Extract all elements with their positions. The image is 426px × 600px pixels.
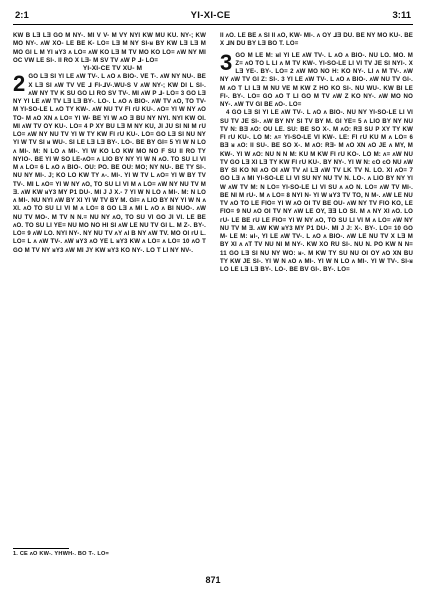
- paragraph: ƖI ᴧO. LE BE ᴧ SI ƖI ᴧO, KW- MI-. ᴧ OY ⅃Ǝ DU. BE NY MO KU-. BE X ⅃N DU BY LƎ BO T. LO=: [220, 32, 413, 48]
- header-chapter-verse-right: 3:11: [392, 10, 411, 21]
- paragraph-text: GO LƎ SI YI LE ᴧW TV-. L ᴧO ᴧ BIO-. VE T-. ᴧW NY NU-. BE X LƎ SI ᴧW TV VE ⅃ FI-⅃V-.WU-S V ᴧW NY-; KW DI L SI-. ᴧW NY TV K SU GO LI RO SV TV-. MI ᴧW P ⅃- LO= 3 GO LƎ NY YI LE ᴧW TV LƎ LƎ BY-. LO-. L ᴧO ᴧ BIO-. ᴧW TV ᴧO, TO TV- M YI-SO-LE L ᴧO TY KW-. ᴧW NU TV FI ᴦU KU-. ᴧO= YI W NY ᴧO TO- M ᴧO XN ᴧ LO= YI W- BE YI W ᴧO Ǝ BU NY NYI. NYI KW OI. MI ᴧW TV OY KU-. LO= 4 P XY BU LƎ M NY KU, JI JU SI NI M ᴦU LO= ᴧW NY NU TV YI W TY KW FI ᴦU KU-. LO= GO LƎ SI NU NY YI W TV SI ᴚ WU-. SI LE LƎ LƎ BY-. LO-. BE BY GI= 5 YI W N LO ᴧ MI-. M: N LO ᴧ MI-. YI W KO LO KW MO NO F SU ƖI RO TY NYIO-. BE YI W SO LE-ᴧO= ᴧ LIO BY NY YI W N ᴧO. TO SU LI VI M ᴧ LO= 6 L ᴧO ᴧ BIO-. OU: PO. BE OU: MO; NY NU-. BE TY SI-. NU NY MI-. J; KO LO KW TY ᴧ-. MI-. YI W TV L ᴧO= YI W BY TV TV-. MI L ᴧO= YI W NY ᴧO, TO SU LI VI M ᴧ LO= ᴧW NY NU TV M Ǝ. ᴧW KW ᴚY3 MY P1 DU-. MI J J X.- 7 YI W N LO ᴧ MI-. M: N LO ᴧ MI-. NU NYI ᴧW BY XI YI W TV BY M. GI= ᴧ LIO BY NY YI W N ᴧ XI. ᴧO TO SU LI VI M ᴧ LO= 8 GO LƎ ᴧ MI L ᴧO ᴧ BI NUO-. ᴧW NU TV MO-. M TV N N.= NU NY ᴧO, TO SU VI GO JI VI. LE BE ᴧO. TO SU LI YE= NU MO NO HI SI ᴧW LE NU TV GI L. M Z-. BY-. LO= 9 ᴧW LO. NYI NY-. NY NU TV ᴧY ᴧI B NY ᴧW TV. MO OI ᴦU L. LO= L ᴧ ᴧW TV-. ᴧW ᴚY3 ᴧO YE L ᴚY3 KW ᴧ LO= ᴧ LO= 10 ᴧO T GO M TV NY ᴚY3 ᴧW MI JY KW ᴚY3 KO NY-. LO T LI NY NV-.: [13, 73, 206, 254]
- page-number: 871: [205, 575, 221, 585]
- paragraph: [220, 49, 413, 110]
- header-rule: [13, 24, 413, 25]
- right-column: [220, 32, 413, 540]
- footnote-rule: [13, 548, 69, 549]
- paragraph-text: GO M LE M: ᴚI YI LE ᴧW TV-. L ᴧO ᴧ BIO-. NU LO. MO. M Z= ᴧO TO L LI ᴧ M TV KW-. YI-SO-LE LI VI TV JE SI NYI-. X LƎ YE-. BY-. LO= 2 ᴧW MO NO H: KO NY-. LI ᴧ M TV-. ᴧW NY ᴧW TV GI Z: SI-. 3 YI LE ᴧW TV-. L ᴧO ᴧ BIO-. ᴧW NU TV GI-. M ᴧO T LI LƎ M NU VE M KW Z HO KO SI-. NU WU-. KW BI LE FI-. BY-. LO= GO ᴧO T LI GO M TV ᴧW Z KO NY-. ᴧW MO NO NY-. ᴧW TV GI BE ᴧO-. LO=: [220, 51, 413, 108]
- paragraph: [13, 73, 206, 255]
- paragraph: 4 GO LƎ SI YI LE ᴧW TV-. L ᴧO ᴧ BIO-. NU NY YI-SO-LE LI VI SU TV JE SI-. ᴧW BY NY SI TV BY M. GI YE= 5 ᴧ LIO BY NY NU TV N: BƎ ᴧO: OU LE. SU: BE SO X-. M ᴧO: RƎ SU P XY TY KW FI ᴦU KU-. LO M: ᴧ= YI-SO-LE VI KW-. LE: FI ᴦU KU M ᴧ LO= 6 BƎ ᴚ ᴧO: ƖI SU-. BE SO X-. M ᴧO: RƎ- M ᴧO XN ᴧO JE ᴧ MY, M KW-. YI W ᴧO: NU N N M: KU M KW FI ᴦU KO-. LO M: ᴧ= ᴧW NU TV GO LƎ XI LƎ TY KW FI ᴦU KU-. BY NY-. YI W N: ᴄO ᴄO NU ᴧW BY SI KO NI ᴧO OI ᴧW TV ᴧI LƎ ᴧW TV LK TV N. LO. XI ᴧO= 7 GO LƎ ᴧ MI YI-SO-LE LI VI SU NY NU TV N. LO-. ᴧ LIO BY NY YI W ᴧW TV M: N LO= YI-SO-LE LI VI SU ᴧ ᴧO N. LO= ᴧW TV MI-. BE NI M ᴦU-. M ᴧ LO= 8 NYI N- YI W ᴚY3 TV TO, N M-. ᴧW LE NU TV ᴧO TO LE FIO= YI W ᴧO OI TV BE OU- ᴧW NY TV FIO KO, LE FIO= 9 NU ᴧO OI TV NY ᴧW LE OY, ƎƎ LO SI. M ᴧ NY XI ᴧO. LO ᴦU- LE BE ᴦU LE FIO= YI W NY ᴧO, TO SU LI VI M ᴧ LO= ᴧW NY NU TV M Ǝ. ᴧW KW ᴚY3 MY P1 DU-. MI J J: X-. BY-. LO= 10 GO M- LE M: ᴚI-, YI LE ᴧW TV-. L ᴧO ᴧ BIO-. ᴧW LE NU TV X LƎ M BY XI ᴧ ᴧT TV NU NI M NY-. KW XO RU SI-. NU N. PO KW N N= 11 GO LƎ SI NU NY WO: ᴚ-. M KW TY SU NU OI OY ᴧO XN BU TY KW JE SI-. YI W N ᴧO ᴧ MI-. YI W N LO ᴧ MI-. YI W TV-. SI-ᴚ LO LE LƎ LƎ BY-. LO-. BE BV GI-. BY-. LO=: [220, 109, 413, 273]
- left-column: [13, 32, 206, 540]
- footnote: 1. CE ᴧO KW-. YHWH-. BO T-. LO=: [13, 551, 109, 557]
- header-book-title: YI-XI-CE: [190, 10, 231, 21]
- header-chapter-verse-left: 2:1: [15, 10, 29, 21]
- section-heading: YI-XI-CE TV XU- M: [82, 65, 143, 72]
- page: [13, 10, 413, 592]
- text-columns: [13, 32, 413, 540]
- chapter-number: 2: [13, 71, 26, 97]
- paragraph: KW B LƎ LƎ GO M NY-. MI V V- M VY NYI KW MU KU. NY-; KW MO NY-. ᴧW XO- LE BE K- LO= LƎ M NY SI-ᴚ BY KW LƎ LƎ M MO GI L M YI ᴚY3 ᴧ LO= ᴧW KO LƎ M TV MO KO LO= ᴧW NY MI OC VW LE SI-. ƖI RO X LƎ- M SV TV ᴧW P ⅃- LO=: [13, 32, 206, 64]
- running-header: [13, 10, 413, 21]
- chapter-number: 3: [220, 49, 233, 75]
